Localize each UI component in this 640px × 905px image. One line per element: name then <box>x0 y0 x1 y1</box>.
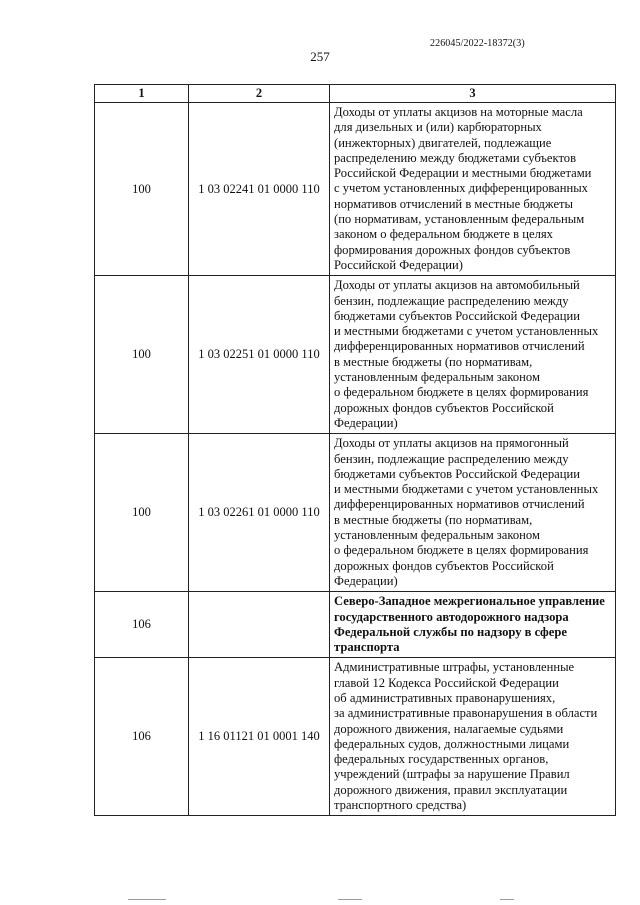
admin-code-cell: 100 <box>95 103 189 276</box>
description-line: о федеральном бюджете в целях формирования <box>334 543 589 558</box>
description-line: федеральных государственных органов, <box>334 752 549 767</box>
description-line: Доходы от уплаты акцизов на моторные масла <box>334 105 583 119</box>
budget-code-cell: 1 03 02261 01 0000 110 <box>189 434 330 592</box>
description-line: бензин, подлежащие распределению между <box>334 293 569 308</box>
description-line: федеральных судов, должностными лицами <box>334 736 570 751</box>
description-line: распределению между бюджетами субъектов <box>334 150 577 165</box>
description-line: и местными бюджетами с учетом установленных <box>334 482 599 497</box>
description-cell <box>330 276 616 434</box>
budget-code-cell: 1 03 02241 01 0000 110 <box>189 103 330 276</box>
description-line: об административных правонарушениях, <box>334 690 556 705</box>
description-line: Административные штрафы, установленные <box>334 660 575 675</box>
description-line: дифференцированных нормативов отчислений <box>334 497 585 512</box>
description-line: Российской Федерации) <box>334 257 463 272</box>
description-line: транспортного средства) <box>334 798 467 813</box>
description-line: в местные бюджеты (по нормативам, <box>334 354 533 369</box>
description-line: за административные правонарушения в области <box>334 706 598 721</box>
description-line: нормативов отчислений в местные бюджеты <box>334 196 573 211</box>
budget-code-cell: 1 16 01121 01 0001 140 <box>189 658 330 816</box>
header-col-1: 1 <box>95 85 189 103</box>
scan-edge-mark <box>338 899 362 900</box>
description-cell <box>330 103 616 276</box>
admin-code-cell: 100 <box>95 434 189 592</box>
description-line: транспорта <box>334 640 400 655</box>
table-row <box>95 658 616 816</box>
scan-edge-mark <box>500 899 514 900</box>
description-cell <box>330 434 616 592</box>
description-line: бюджетами субъектов Российской Федерации <box>334 466 580 481</box>
page-number: 257 <box>310 49 330 64</box>
table-header-row <box>95 85 616 103</box>
description-line: установленным федеральным законом <box>334 370 540 385</box>
description-line: государственного автодорожного надзора <box>334 609 569 624</box>
admin-code-cell: 106 <box>95 592 189 658</box>
description-line: Доходы от уплаты акцизов на прямогонный <box>334 436 569 451</box>
description-line: бюджетами субъектов Российской Федерации <box>334 308 580 323</box>
header-col-3: 3 <box>330 85 616 103</box>
table-body <box>95 103 616 816</box>
description-line: Федеральной службы по надзору в сфере <box>334 624 567 639</box>
description-line: для дизельных и (или) карбюраторных <box>334 120 542 135</box>
table-row <box>95 592 616 658</box>
description-line: Российской Федерации и местными бюджетами <box>334 166 592 181</box>
description-line: Федерации) <box>334 573 398 588</box>
table-row <box>95 276 616 434</box>
description-line: (инжекторных) двигателей, подлежащие <box>334 135 552 150</box>
description-cell <box>330 592 616 658</box>
description-cell <box>330 658 616 816</box>
description-line: установленным федеральным законом <box>334 528 540 543</box>
budget-code-cell: 1 03 02251 01 0000 110 <box>189 276 330 434</box>
description-line: дорожного движения, налагаемые судьями <box>334 721 564 736</box>
header-col-2: 2 <box>189 85 330 103</box>
description-line: о федеральном бюджете в целях формирования <box>334 385 589 400</box>
description-line: дорожных фондов субъектов Российской <box>334 558 554 573</box>
description-line: бензин, подлежащие распределению между <box>334 451 569 466</box>
admin-code-cell: 106 <box>95 658 189 816</box>
description-line: Северо-Западное межрегиональное управление <box>334 594 605 609</box>
description-line: главой 12 Кодекса Российской Федерации <box>334 675 559 690</box>
scan-edge-mark <box>128 899 166 900</box>
description-line: формирования дорожных фондов субъектов <box>334 242 571 257</box>
document-registration-code: 226045/2022-18372(3) <box>430 38 525 49</box>
budget-classification-table <box>94 84 616 816</box>
table-row <box>95 103 616 276</box>
description-line: дифференцированных нормативов отчислений <box>334 339 585 354</box>
description-line: (по нормативам, установленным федеральным <box>334 212 585 227</box>
description-line: в местные бюджеты (по нормативам, <box>334 512 533 527</box>
description-line: дорожных фондов субъектов Российской <box>334 400 554 415</box>
description-line: Доходы от уплаты акцизов на автомобильный <box>334 278 580 293</box>
description-line: с учетом установленных дифференцированных <box>334 181 588 196</box>
description-line: Федерации) <box>334 415 398 430</box>
budget-code-cell <box>189 592 330 658</box>
description-line: учреждений (штрафы за нарушение Правил <box>334 767 570 782</box>
table-row <box>95 434 616 592</box>
description-line: законом о федеральном бюджете в целях <box>334 227 553 242</box>
description-line: и местными бюджетами с учетом установленных <box>334 324 599 339</box>
admin-code-cell: 100 <box>95 276 189 434</box>
description-line: дорожного движения, правил эксплуатации <box>334 782 568 797</box>
